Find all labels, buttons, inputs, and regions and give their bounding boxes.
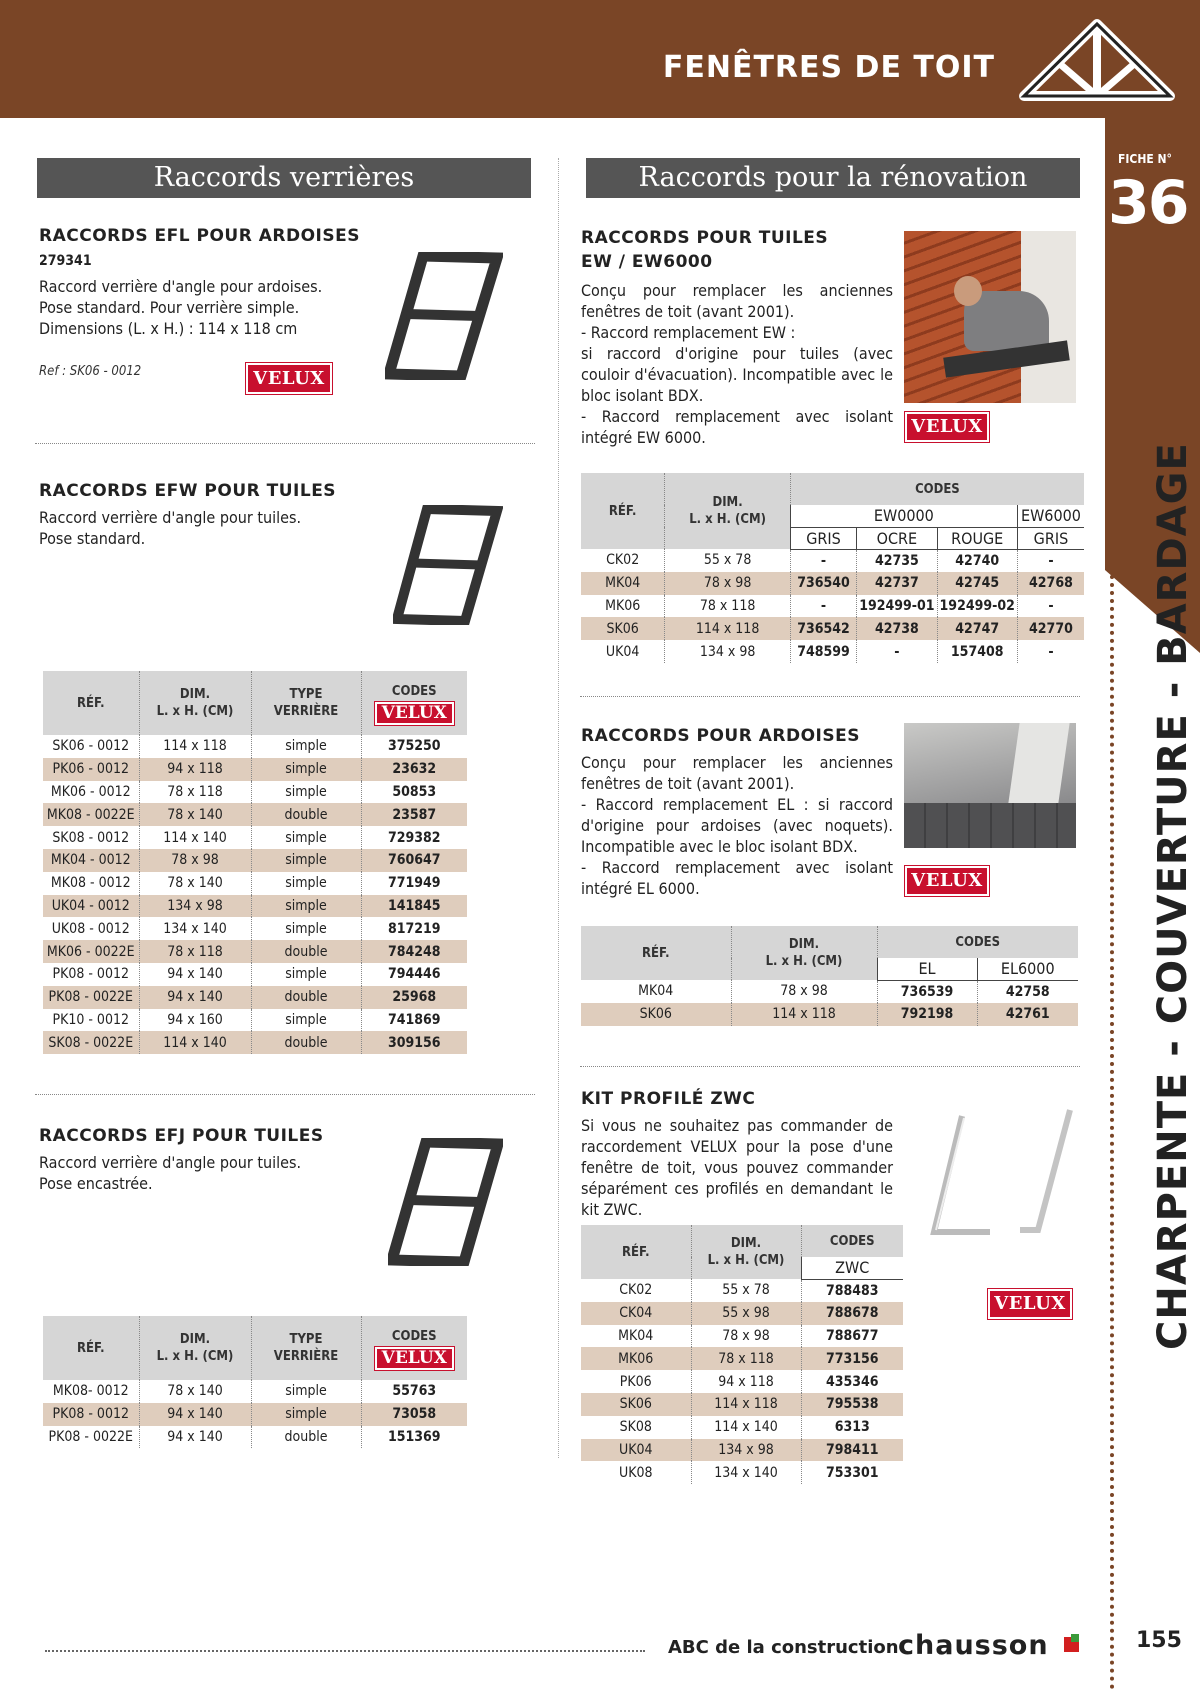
efw-description bbox=[39, 507, 359, 549]
col-codes bbox=[361, 671, 467, 735]
table-row bbox=[43, 1009, 467, 1032]
cell-dim: 114 x 140 bbox=[139, 1031, 251, 1054]
cell-dim: 94 x 140 bbox=[139, 1426, 251, 1449]
footer-dotted-line bbox=[45, 1650, 645, 1652]
table-row bbox=[43, 872, 467, 895]
table-row bbox=[581, 595, 1084, 618]
cell-ref: UK04 - 0012 bbox=[43, 895, 139, 918]
cell-code-zwc: 753301 bbox=[801, 1461, 903, 1484]
cell-type: simple bbox=[251, 1009, 361, 1032]
col-dim-line: DIM. bbox=[730, 1236, 762, 1251]
table-row bbox=[581, 1325, 903, 1348]
column-separator bbox=[558, 158, 559, 1458]
col-el6000: EL6000 bbox=[977, 958, 1078, 980]
ew-line: si raccord d'origine pour tuiles (avec couloir d'évacuation). Incompatible avec le bloc isolant BDX. bbox=[581, 344, 893, 405]
cell-code-ocre: 192499-01 bbox=[857, 595, 937, 618]
col-type-line: VERRIÈRE bbox=[273, 1349, 339, 1364]
col-dim-line: DIM. bbox=[179, 1332, 211, 1347]
cell-type: simple bbox=[251, 826, 361, 849]
cell-ref: MK04 bbox=[581, 572, 665, 595]
cell-dim: 94 x 140 bbox=[139, 986, 251, 1009]
cell-ref: MK08 - 0012 bbox=[50, 875, 131, 892]
col-type-line: TYPE bbox=[289, 1332, 323, 1347]
cell-dim: 114 x 118 bbox=[665, 617, 790, 640]
table-row bbox=[43, 917, 467, 940]
chausson-logo-leaf-icon bbox=[1071, 1634, 1079, 1642]
cell-dim: 94 x 118 bbox=[691, 1370, 801, 1393]
table-row bbox=[43, 940, 467, 963]
fiche-label: FICHE N° bbox=[1118, 152, 1172, 166]
cell-code: 25968 bbox=[361, 986, 467, 1009]
cell-code: 151369 bbox=[361, 1426, 467, 1449]
cell-code-zwc: 773156 bbox=[801, 1347, 903, 1370]
cell-code-el: 792198 bbox=[877, 1003, 977, 1026]
table-row bbox=[581, 1416, 903, 1439]
col-codes bbox=[361, 1316, 467, 1380]
table-row bbox=[581, 1302, 903, 1325]
cell-dim: 78 x 140 bbox=[139, 1380, 251, 1403]
col-ocre: OCRE bbox=[857, 527, 937, 549]
table-row bbox=[43, 1031, 467, 1054]
ardoises-table bbox=[581, 926, 1078, 1026]
efl-line: Dimensions (L. x H.) : 114 x 118 cm bbox=[39, 319, 298, 338]
efl-frame-image bbox=[385, 252, 503, 380]
zwc-table bbox=[581, 1225, 903, 1484]
cell-type: simple bbox=[251, 1380, 361, 1403]
efj-title: RACCORDS EFJ POUR TUILES bbox=[39, 1126, 324, 1146]
efw-frame-image bbox=[393, 505, 503, 625]
cell-dim: 55 x 98 bbox=[691, 1302, 801, 1325]
cell-dim: 94 x 140 bbox=[139, 1403, 251, 1426]
zwc-description: Si vous ne souhaitez pas commander de raccordement VELUX pour la pose d'une fenêtre de toit, vous pouvez commander séparément ces profilés en demandant le kit ZWC. bbox=[581, 1116, 893, 1219]
cell-code: 817219 bbox=[361, 917, 467, 940]
ardoises-description bbox=[581, 752, 893, 899]
cell-code: 375250 bbox=[361, 735, 467, 758]
cell-dim: 134 x 98 bbox=[691, 1439, 801, 1462]
col-codes: CODES bbox=[801, 1225, 903, 1257]
ew-table bbox=[581, 473, 1084, 663]
cell-type: simple bbox=[251, 895, 361, 918]
cell-ref: UK04 bbox=[581, 1439, 691, 1462]
col-dim bbox=[139, 671, 251, 735]
col-type bbox=[251, 1316, 361, 1380]
cell-ref: MK08 - 0022E bbox=[43, 803, 139, 826]
cell-type: double bbox=[251, 986, 361, 1009]
cell-dim: 114 x 140 bbox=[139, 826, 251, 849]
cell-type: simple bbox=[251, 1403, 361, 1426]
efw-title: RACCORDS EFW POUR TUILES bbox=[39, 481, 337, 501]
cell-code-gris: 736540 bbox=[790, 572, 856, 595]
col-dim bbox=[139, 1316, 251, 1380]
ew-title bbox=[581, 226, 828, 274]
cell-ref: SK08 - 0022E bbox=[43, 1031, 139, 1054]
ew-description bbox=[581, 280, 893, 448]
cell-ref: MK06 - 0022E bbox=[43, 940, 139, 963]
cell-code-rouge: 157408 bbox=[937, 640, 1017, 663]
col-rouge: ROUGE bbox=[937, 527, 1017, 549]
cell-ref: SK06 - 0012 bbox=[52, 738, 130, 755]
cell-code: 55763 bbox=[361, 1380, 467, 1403]
cell-dim: 114 x 118 bbox=[691, 1393, 801, 1416]
cell-ref: MK06 bbox=[581, 1347, 691, 1370]
cell-dim: 114 x 140 bbox=[691, 1416, 801, 1439]
table-row bbox=[43, 826, 467, 849]
cell-code-gris: 736542 bbox=[790, 617, 856, 640]
cell-type: simple bbox=[251, 849, 361, 872]
cell-code: 784248 bbox=[361, 940, 467, 963]
efj-frame-image bbox=[388, 1138, 503, 1266]
efl-code: 279341 bbox=[39, 253, 92, 269]
cell-code-ocre: - bbox=[857, 640, 937, 663]
cell-code: 794446 bbox=[361, 963, 467, 986]
col-dim bbox=[691, 1225, 801, 1279]
col-ref: RÉF. bbox=[581, 1225, 691, 1279]
cell-ref: CK02 bbox=[606, 552, 640, 569]
cell-type: simple bbox=[251, 872, 361, 895]
cell-code-rouge: 42740 bbox=[937, 549, 1017, 572]
cell-ref: PK06 - 0012 bbox=[43, 758, 139, 781]
cell-dim: 55 x 78 bbox=[691, 1279, 801, 1302]
table-row bbox=[43, 895, 467, 918]
cell-code-gris: - bbox=[790, 595, 856, 618]
cell-ref: MK04 - 0012 bbox=[43, 849, 139, 872]
velux-logo: VELUX bbox=[377, 1349, 452, 1368]
zwc-profile-image bbox=[928, 1106, 1078, 1242]
separator bbox=[580, 696, 1080, 697]
cell-code: 760647 bbox=[361, 849, 467, 872]
cell-dim: 78 x 118 bbox=[139, 781, 251, 804]
table-row bbox=[43, 758, 467, 781]
cell-ref: PK08 - 0012 bbox=[52, 966, 129, 983]
cell-code-zwc: 795538 bbox=[801, 1393, 903, 1416]
cell-dim: 134 x 140 bbox=[139, 917, 251, 940]
cell-type: simple bbox=[251, 758, 361, 781]
cell-dim: 114 x 118 bbox=[139, 735, 251, 758]
cell-code: 23587 bbox=[361, 803, 467, 826]
cell-code-zwc: 6313 bbox=[801, 1416, 903, 1439]
footer-abc-label: ABC de la construction bbox=[668, 1637, 899, 1658]
cell-code-zwc: 788678 bbox=[801, 1302, 903, 1325]
cell-code: 729382 bbox=[361, 826, 467, 849]
fiche-number: 36 bbox=[1108, 168, 1188, 238]
cell-dim: 78 x 98 bbox=[139, 849, 251, 872]
col-codes: CODES bbox=[790, 473, 1084, 505]
section-vertical-title: CHARPENTE - COUVERTURE - BARDAGE bbox=[1150, 442, 1196, 1350]
cell-dim: 94 x 140 bbox=[139, 963, 251, 986]
cell-code-gris: 748599 bbox=[790, 640, 856, 663]
col-ref: RÉF. bbox=[43, 671, 139, 735]
cell-ref: MK06 - 0012 bbox=[50, 783, 131, 800]
cell-dim: 78 x 98 bbox=[691, 1325, 801, 1348]
table-row bbox=[581, 1370, 903, 1393]
cell-dim: 78 x 118 bbox=[665, 595, 790, 618]
velux-logo: VELUX bbox=[907, 414, 987, 440]
group-ew0000: EW0000 bbox=[790, 505, 1017, 527]
cell-type: double bbox=[251, 803, 361, 826]
velux-logo: VELUX bbox=[377, 704, 452, 723]
table-row bbox=[581, 1279, 903, 1302]
table-row bbox=[581, 1347, 903, 1370]
cell-code-ew6000: 42768 bbox=[1017, 572, 1084, 595]
col-ref: RÉF. bbox=[581, 473, 665, 549]
col-ref: RÉF. bbox=[581, 926, 731, 980]
cell-code-el6000: 42761 bbox=[977, 1003, 1078, 1026]
page-title: FENÊTRES DE TOIT bbox=[662, 50, 995, 85]
col-dim-line: DIM. bbox=[179, 687, 211, 702]
cell-ref: UK08 bbox=[618, 1464, 653, 1481]
cell-type: simple bbox=[251, 963, 361, 986]
table-row bbox=[581, 572, 1084, 595]
cell-type: double bbox=[251, 1426, 361, 1449]
efl-line: Raccord verrière d'angle pour ardoises. bbox=[39, 277, 323, 296]
ardoises-line: Conçu pour remplacer les anciennes fenêtres de toit (avant 2001). bbox=[581, 753, 893, 793]
cell-code: 771949 bbox=[361, 872, 467, 895]
cell-code: 73058 bbox=[361, 1403, 467, 1426]
cell-code-rouge: 42747 bbox=[937, 617, 1017, 640]
table-row bbox=[581, 1439, 903, 1462]
velux-logo: VELUX bbox=[248, 365, 330, 392]
efj-line: Pose encastrée. bbox=[39, 1174, 153, 1193]
cell-code-zwc: 788483 bbox=[801, 1279, 903, 1302]
col-type-line: TYPE bbox=[289, 687, 323, 702]
ew-line: Conçu pour remplacer les anciennes fenêtres de toit (avant 2001). bbox=[581, 281, 893, 321]
cell-code-zwc: 435346 bbox=[801, 1370, 903, 1393]
chausson-logo: chausson bbox=[898, 1630, 1049, 1661]
col-dim-line: L. x H. (CM) bbox=[765, 954, 843, 969]
ew-title-line: RACCORDS POUR TUILES bbox=[581, 228, 829, 248]
cell-code-ew6000: - bbox=[1017, 640, 1084, 663]
ardoises-line: - Raccord remplacement avec isolant intégré EL 6000. bbox=[581, 858, 893, 898]
roof-truss-icon bbox=[1018, 18, 1176, 110]
ew-title-line: EW / EW6000 bbox=[581, 252, 713, 272]
cell-ref: SK08 - 0012 bbox=[52, 829, 130, 846]
cell-code-ew6000: 42770 bbox=[1017, 617, 1084, 640]
table-row bbox=[43, 849, 467, 872]
cell-ref: UK04 bbox=[605, 643, 640, 660]
cell-ref: MK06 bbox=[605, 597, 641, 614]
cell-code: 309156 bbox=[361, 1031, 467, 1054]
cell-code: 23632 bbox=[361, 758, 467, 781]
roofer-photo bbox=[904, 231, 1076, 403]
cell-ref: PK08 - 0012 bbox=[43, 1403, 139, 1426]
col-type-line: VERRIÈRE bbox=[273, 704, 339, 719]
cell-ref: MK04 bbox=[638, 983, 674, 1000]
table-row bbox=[43, 1426, 467, 1449]
cell-ref: MK08- 0012 bbox=[52, 1383, 129, 1400]
cell-ref: MK04 bbox=[618, 1327, 654, 1344]
efw-table bbox=[43, 671, 467, 1054]
cell-dim: 134 x 98 bbox=[665, 640, 790, 663]
col-dim bbox=[731, 926, 877, 980]
cell-dim: 114 x 118 bbox=[731, 1003, 877, 1026]
cell-code-rouge: 42745 bbox=[937, 572, 1017, 595]
col-dim-line: L. x H. (CM) bbox=[707, 1253, 785, 1268]
table-row bbox=[43, 735, 467, 758]
cell-code-ocre: 42737 bbox=[857, 572, 937, 595]
cell-type: simple bbox=[251, 781, 361, 804]
col-dim-line: L. x H. (CM) bbox=[156, 1349, 234, 1364]
banner-raccords-renovation: Raccords pour la rénovation bbox=[586, 158, 1080, 198]
efl-ref: Ref : SK06 - 0012 bbox=[39, 364, 142, 379]
cell-code-el6000: 42758 bbox=[977, 980, 1078, 1003]
col-dim-line: DIM. bbox=[712, 495, 743, 510]
velux-logo: VELUX bbox=[907, 868, 987, 894]
cell-dim: 134 x 98 bbox=[139, 895, 251, 918]
table-row bbox=[43, 803, 467, 826]
col-dim-line: DIM. bbox=[788, 937, 820, 952]
efl-line: Pose standard. Pour verrière simple. bbox=[39, 298, 300, 317]
col-ref: RÉF. bbox=[43, 1316, 139, 1380]
table-row bbox=[581, 1003, 1078, 1026]
cell-code-zwc: 798411 bbox=[801, 1439, 903, 1462]
table-row bbox=[43, 781, 467, 804]
col-dim-line: L. x H. (CM) bbox=[689, 512, 766, 527]
table-row bbox=[581, 1393, 903, 1416]
cell-ref: SK08 bbox=[619, 1419, 652, 1436]
table-row bbox=[43, 986, 467, 1009]
table-row bbox=[43, 963, 467, 986]
efl-title: RACCORDS EFL POUR ARDOISES bbox=[39, 226, 360, 246]
efj-table bbox=[43, 1316, 467, 1448]
cell-code: 741869 bbox=[361, 1009, 467, 1032]
cell-ref: PK08 - 0022E bbox=[43, 986, 139, 1009]
col-gris-6000: GRIS bbox=[1017, 527, 1084, 549]
velux-logo: VELUX bbox=[990, 1291, 1070, 1317]
cell-code-ew6000: - bbox=[1017, 595, 1084, 618]
cell-ref: SK06 bbox=[581, 1393, 691, 1416]
ew-line: - Raccord remplacement EW : bbox=[581, 323, 796, 342]
col-codes-label: CODES bbox=[391, 1329, 437, 1344]
cell-dim: 78 x 140 bbox=[139, 872, 251, 895]
cell-dim: 78 x 98 bbox=[731, 980, 877, 1003]
ew-line: - Raccord remplacement avec isolant intégré EW 6000. bbox=[581, 407, 893, 447]
col-el: EL bbox=[877, 958, 977, 980]
cell-code-ocre: 42735 bbox=[857, 549, 937, 572]
efw-line: Pose standard. bbox=[39, 529, 146, 548]
cell-dim: 78 x 118 bbox=[139, 940, 251, 963]
table-row bbox=[43, 1380, 467, 1403]
col-gris: GRIS bbox=[790, 527, 856, 549]
table-row bbox=[581, 640, 1084, 663]
cell-dim: 78 x 140 bbox=[139, 803, 251, 826]
separator bbox=[35, 443, 535, 444]
cell-type: double bbox=[251, 940, 361, 963]
cell-code-rouge: 192499-02 bbox=[937, 595, 1017, 618]
efw-line: Raccord verrière d'angle pour tuiles. bbox=[39, 508, 302, 527]
cell-code-ew6000: - bbox=[1017, 549, 1084, 572]
table-row bbox=[581, 549, 1084, 572]
cell-ref: PK08 - 0022E bbox=[48, 1428, 133, 1445]
side-dotted-line bbox=[1110, 575, 1114, 1690]
cell-type: double bbox=[251, 1031, 361, 1054]
cell-ref: CK02 bbox=[619, 1282, 653, 1299]
cell-dim: 94 x 118 bbox=[139, 758, 251, 781]
cell-dim: 94 x 160 bbox=[139, 1009, 251, 1032]
col-dim bbox=[665, 473, 790, 549]
cell-code-zwc: 788677 bbox=[801, 1325, 903, 1348]
banner-raccords-verrieres: Raccords verrières bbox=[37, 158, 531, 198]
cell-type: simple bbox=[251, 917, 361, 940]
cell-ref: SK06 bbox=[581, 1003, 731, 1026]
cell-code: 141845 bbox=[361, 895, 467, 918]
ardoises-title: RACCORDS POUR ARDOISES bbox=[581, 726, 860, 746]
cell-dim: 134 x 140 bbox=[691, 1461, 801, 1484]
cell-ref: CK04 bbox=[581, 1302, 691, 1325]
cell-dim: 78 x 98 bbox=[665, 572, 790, 595]
ardoises-line: - Raccord remplacement EL : si raccord d'origine pour ardoises (avec noquets). Incompatible avec le bloc isolant BDX. bbox=[581, 795, 893, 856]
cell-dim: 78 x 118 bbox=[691, 1347, 801, 1370]
col-type bbox=[251, 671, 361, 735]
col-zwc: ZWC bbox=[801, 1257, 903, 1279]
cell-code-gris: - bbox=[790, 549, 856, 572]
separator bbox=[35, 1094, 535, 1095]
efl-description bbox=[39, 276, 359, 339]
cell-code: 50853 bbox=[361, 781, 467, 804]
separator bbox=[580, 1066, 1080, 1067]
efj-line: Raccord verrière d'angle pour tuiles. bbox=[39, 1153, 302, 1172]
col-codes-label: CODES bbox=[391, 684, 437, 699]
table-row bbox=[581, 617, 1084, 640]
cell-ref: PK06 bbox=[619, 1373, 652, 1390]
col-codes: CODES bbox=[877, 926, 1078, 958]
efj-description bbox=[39, 1152, 359, 1194]
slate-window-photo bbox=[904, 723, 1076, 848]
zwc-title: KIT PROFILÉ ZWC bbox=[581, 1089, 756, 1109]
group-ew6000: EW6000 bbox=[1017, 505, 1084, 527]
cell-ref: PK10 - 0012 bbox=[52, 1011, 129, 1028]
table-row bbox=[43, 1403, 467, 1426]
cell-code-ocre: 42738 bbox=[857, 617, 937, 640]
table-row bbox=[581, 980, 1078, 1003]
col-dim-line: L. x H. (CM) bbox=[156, 704, 234, 719]
table-row bbox=[581, 1461, 903, 1484]
cell-code-el: 736539 bbox=[877, 980, 977, 1003]
cell-ref: SK06 bbox=[581, 617, 665, 640]
cell-type: simple bbox=[251, 735, 361, 758]
page-number: 155 bbox=[1136, 1628, 1182, 1653]
cell-dim: 55 x 78 bbox=[665, 549, 790, 572]
cell-ref: UK08 - 0012 bbox=[51, 920, 130, 937]
